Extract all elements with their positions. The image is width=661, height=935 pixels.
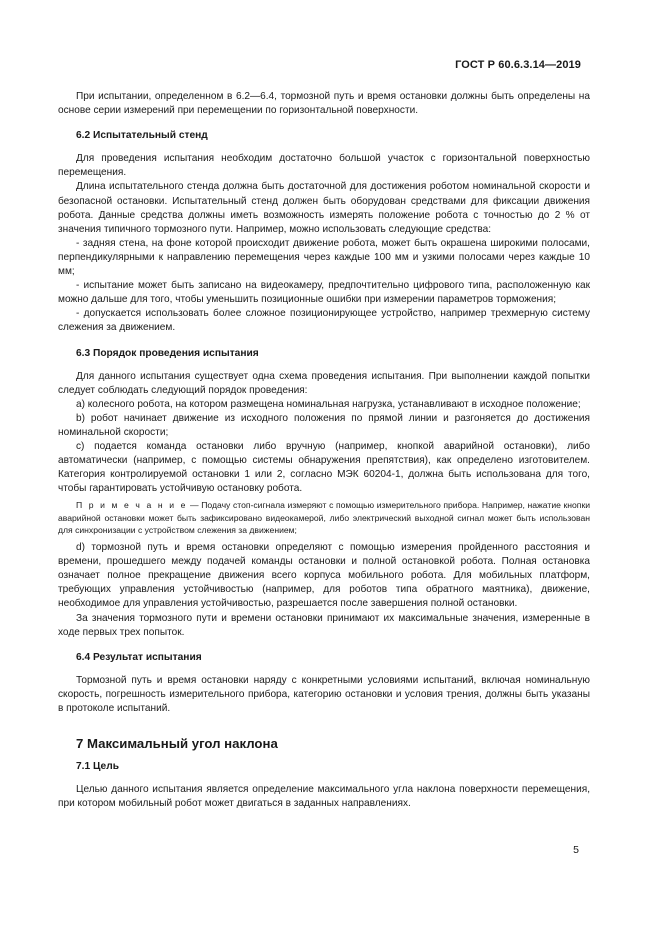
section-6-3-title: 6.3 Порядок проведения испытания — [76, 347, 259, 359]
note-label: П р и м е ч а н и е — [76, 500, 188, 511]
document-code: ГОСТ Р 60.6.3.14—2019 — [455, 59, 581, 71]
section-6-3-paragraph-last: За значения тормозного пути и времени остановки принимают их максимальные значения, измеренные в ходе первых трех попыток. — [58, 612, 590, 638]
page-number: 5 — [573, 844, 579, 856]
section-6-4-paragraph: Тормозной путь и время остановки наряду с конкретными условиями испытаний, включая номинальную скорость, погрешность измерительного прибора, категорию остановки и условия трения, должны быть указаны в протоколе испытаний. — [58, 674, 590, 714]
section-7-1-paragraph: Целью данного испытания является определение максимального угла наклона поверхности перемещения, при котором мобильный робот может двигаться в заданных направлениях. — [58, 784, 590, 810]
intro-paragraph: При испытании, определенном в 6.2—6.4, тормозной путь и время остановки должны быть определены на основе серии измерений при перемещении по горизонтальной поверхности. — [58, 91, 590, 117]
section-6-3-item-a: a) колесного робота, на котором размещена номинальная нагрузка, устанавливают в исходное положение; — [76, 398, 581, 410]
section-6-2-bullet-1: - задняя стена, на фоне которой происходит движение робота, может быть окрашена широкими полосами, перпендикулярными к направлению перемещения через каждые 100 мм и узкими полосами через каждые 10 мм; — [58, 237, 590, 278]
section-6-2-bullet-3: - допускается использовать более сложное позиционирующее устройство, например трехмерную систему слежения за движением. — [58, 308, 590, 334]
section-6-2-title: 6.2 Испытательный стенд — [76, 130, 208, 142]
section-7-1-title: 7.1 Цель — [76, 761, 119, 773]
section-6-2-bullet-2: - испытание может быть записано на видеокамеру, предпочтительно цифрового типа, расположенную как можно дальше для того, чтобы уменьшить позиционные ошибки при измерении параметров торможения; — [58, 280, 590, 306]
section-6-3-item-d: d) тормозной путь и время остановки определяют с помощью измерения пройденного расстояния и времени, прошедшего между подачей команды остановки и полной остановкой робота. Полная остановка означает полное прекращение движения всего корпуса мобильного робота. Для мобильных платформ, требующих управления устойчивостью (например, для роботов типа обратного маятника), движение, необходимое для управления устойчивостью, разрешается после завершения полной остановки. — [58, 542, 590, 610]
section-6-2-paragraph-1: Для проведения испытания необходим достаточно большой участок с горизонтальной поверхностью перемещения. — [58, 153, 590, 179]
note-text: — Подачу стоп-сигнала измеряют с помощью измерительного прибора. Например, нажатие кнопки аварийной остановки может быть зафиксировано видеокамерой, либо электрический выходной сигнал может быть использован для синхронизации с устройством слежения за движением; — [58, 500, 591, 535]
section-6-3-paragraph-1: Для данного испытания существует одна схема проведения испытания. При выполнении каждой попытки следует соблюдать следующий порядок проведения: — [58, 370, 590, 396]
document-body — [58, 90, 590, 811]
section-6-3-item-c: c) подается команда остановки либо вручную (например, кнопкой аварийной остановки), либо автоматически (например, с помощью системы обнаружения препятствия), как определено изготовителем. Категория контролируемой остановки 1 или 2, согласно МЭК 60204-1, должна быть использована для того, чтобы гарантировать устойчивую остановку робота. — [58, 441, 590, 495]
section-6-2-paragraph-2: Длина испытательного стенда должна быть достаточной для достижения роботом номинальной скорости и безопасной остановки. Испытательный стенд должен быть оборудован средствами для фиксации движения робота. Данные средства должны иметь возможность измерять положение робота с точностью до 2 % от значения типичного тормозного пути. Например, можно использовать следующие средства: — [58, 181, 590, 235]
section-6-4-title: 6.4 Результат испытания — [76, 651, 202, 663]
chapter-7-title: 7 Максимальный угол наклона — [76, 736, 278, 752]
section-6-3-item-b: b) робот начинает движение из исходного положения по прямой линии и разгоняется до достижения номинальной скорости; — [58, 412, 590, 438]
section-6-3-note — [58, 499, 590, 536]
